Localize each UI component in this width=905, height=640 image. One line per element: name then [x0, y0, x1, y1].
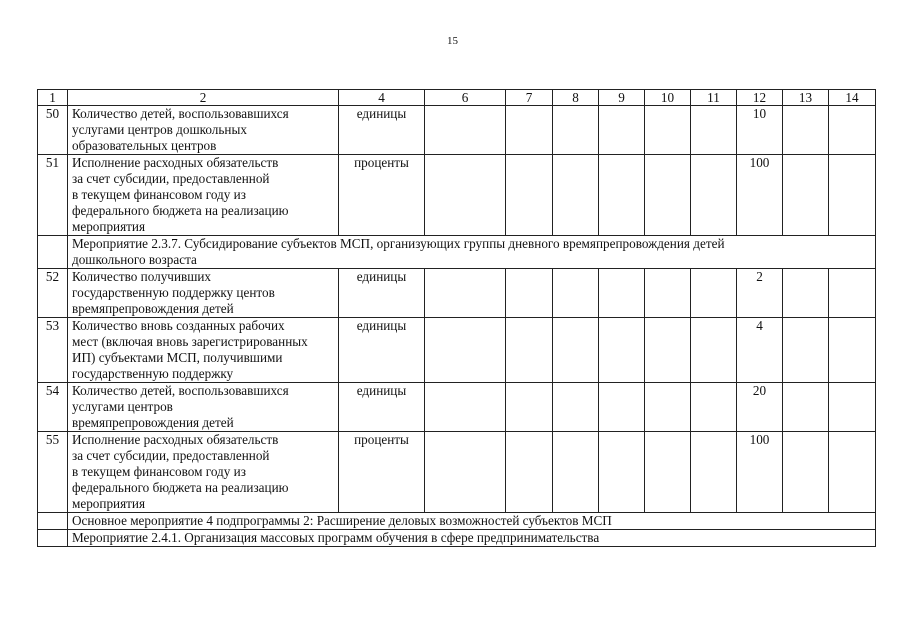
header-cell: 12: [737, 90, 783, 106]
value-cell: [783, 318, 829, 383]
value-cell: [691, 318, 737, 383]
target-value-cell: 10: [737, 106, 783, 155]
indicator-name-line: в текущем финансовом году из: [72, 464, 246, 479]
value-cell: [829, 155, 876, 236]
value-cell: [691, 432, 737, 513]
indicator-name: [68, 432, 339, 513]
value-cell: [425, 269, 506, 318]
indicator-name-line: за счет субсидии, предоставленной: [72, 171, 270, 186]
table-row: [38, 269, 876, 318]
value-cell: [599, 269, 645, 318]
indicator-name-line: Исполнение расходных обязательств: [72, 155, 279, 170]
unit-cell: проценты: [339, 432, 425, 513]
section-title: [68, 513, 876, 530]
value-cell: [553, 106, 599, 155]
value-cell: [645, 106, 691, 155]
value-cell: [783, 432, 829, 513]
header-cell: 8: [553, 90, 599, 106]
value-cell: [645, 269, 691, 318]
value-cell: [506, 383, 553, 432]
indicator-name-line: времяпрепровождения детей: [72, 301, 234, 316]
target-value-cell: 2: [737, 269, 783, 318]
value-cell: [425, 383, 506, 432]
indicator-name-line: ИП) субъектами МСП, получившими: [72, 350, 283, 365]
target-value-cell: 20: [737, 383, 783, 432]
unit-cell: проценты: [339, 155, 425, 236]
indicator-name-line: федерального бюджета на реализацию: [72, 480, 289, 495]
indicator-name-line: государственную поддержку центов: [72, 285, 275, 300]
value-cell: [645, 155, 691, 236]
table-row: [38, 432, 876, 513]
indicator-name-line: мероприятия: [72, 219, 146, 234]
unit-cell: единицы: [339, 269, 425, 318]
value-cell: [783, 269, 829, 318]
indicator-name-line: в текущем финансовом году из: [72, 187, 246, 202]
row-number: 51: [38, 155, 68, 236]
indicators-table: [37, 89, 876, 547]
value-cell: [691, 155, 737, 236]
value-cell: [829, 318, 876, 383]
indicator-name-line: Количество вновь созданных рабочих: [72, 318, 285, 333]
value-cell: [829, 383, 876, 432]
indicator-name-line: Количество получивших: [72, 269, 212, 284]
section-number-cell: [38, 513, 68, 530]
value-cell: [783, 155, 829, 236]
table-row: [38, 383, 876, 432]
row-number: 52: [38, 269, 68, 318]
table-row: [38, 106, 876, 155]
value-cell: [506, 106, 553, 155]
value-cell: [425, 318, 506, 383]
value-cell: [506, 318, 553, 383]
row-number: 55: [38, 432, 68, 513]
indicator-name: [68, 318, 339, 383]
unit-cell: единицы: [339, 383, 425, 432]
indicator-name: [68, 155, 339, 236]
indicator-name-line: федерального бюджета на реализацию: [72, 203, 289, 218]
value-cell: [691, 269, 737, 318]
target-value-cell: 100: [737, 155, 783, 236]
value-cell: [425, 432, 506, 513]
indicator-name-line: времяпрепровождения детей: [72, 415, 234, 430]
value-cell: [691, 106, 737, 155]
section-row: [38, 513, 876, 530]
indicator-name-line: мероприятия: [72, 496, 146, 511]
value-cell: [829, 269, 876, 318]
indicator-name-line: услугами центров дошкольных: [72, 122, 247, 137]
value-cell: [829, 432, 876, 513]
header-cell: 7: [506, 90, 553, 106]
indicator-name: [68, 106, 339, 155]
unit-cell: единицы: [339, 106, 425, 155]
row-number: 53: [38, 318, 68, 383]
header-cell: 9: [599, 90, 645, 106]
value-cell: [553, 155, 599, 236]
table-row: [38, 155, 876, 236]
row-number: 54: [38, 383, 68, 432]
section-number-cell: [38, 530, 68, 547]
value-cell: [691, 383, 737, 432]
header-cell: 10: [645, 90, 691, 106]
section-number-cell: [38, 236, 68, 269]
page-number: 15: [447, 35, 458, 47]
value-cell: [783, 383, 829, 432]
section-title-line: Мероприятие 2.4.1. Организация массовых программ обучения в сфере предпринимательства: [72, 530, 600, 545]
section-title: [68, 530, 876, 547]
value-cell: [553, 318, 599, 383]
value-cell: [645, 318, 691, 383]
value-cell: [599, 318, 645, 383]
value-cell: [599, 383, 645, 432]
header-cell: 11: [691, 90, 737, 106]
header-cell: 13: [783, 90, 829, 106]
indicator-name-line: Исполнение расходных обязательств: [72, 432, 279, 447]
header-cell: 4: [339, 90, 425, 106]
indicator-name: [68, 383, 339, 432]
header-row: [38, 90, 876, 106]
value-cell: [645, 432, 691, 513]
header-cell: 2: [68, 90, 339, 106]
target-value-cell: 4: [737, 318, 783, 383]
value-cell: [506, 432, 553, 513]
indicator-name-line: услугами центров: [72, 399, 173, 414]
section-title-line: дошкольного возраста: [72, 252, 197, 267]
value-cell: [425, 155, 506, 236]
indicator-name-line: Количество детей, воспользовавшихся: [72, 383, 289, 398]
value-cell: [783, 106, 829, 155]
indicator-name-line: образовательных центров: [72, 138, 217, 153]
header-cell: 6: [425, 90, 506, 106]
header-cell: 1: [38, 90, 68, 106]
value-cell: [506, 269, 553, 318]
section-row: [38, 530, 876, 547]
value-cell: [506, 155, 553, 236]
table-row: [38, 318, 876, 383]
section-row: [38, 236, 876, 269]
value-cell: [425, 106, 506, 155]
row-number: 50: [38, 106, 68, 155]
value-cell: [553, 269, 599, 318]
indicator-name-line: за счет субсидии, предоставленной: [72, 448, 270, 463]
header-cell: 14: [829, 90, 876, 106]
value-cell: [599, 432, 645, 513]
section-title: [68, 236, 876, 269]
unit-cell: единицы: [339, 318, 425, 383]
section-title-line: Основное мероприятие 4 подпрограммы 2: Расширение деловых возможностей субъектов МСП: [72, 513, 612, 528]
section-title-line: Мероприятие 2.3.7. Субсидирование субъектов МСП, организующих группы дневного времяпрепровождения детей: [72, 236, 725, 251]
indicator-name-line: мест (включая вновь зарегистрированных: [72, 334, 308, 349]
indicator-name-line: государственную поддержку: [72, 366, 234, 381]
target-value-cell: 100: [737, 432, 783, 513]
value-cell: [829, 106, 876, 155]
value-cell: [553, 383, 599, 432]
value-cell: [599, 106, 645, 155]
value-cell: [599, 155, 645, 236]
indicator-name-line: Количество детей, воспользовавшихся: [72, 106, 289, 121]
value-cell: [645, 383, 691, 432]
value-cell: [553, 432, 599, 513]
indicator-name: [68, 269, 339, 318]
